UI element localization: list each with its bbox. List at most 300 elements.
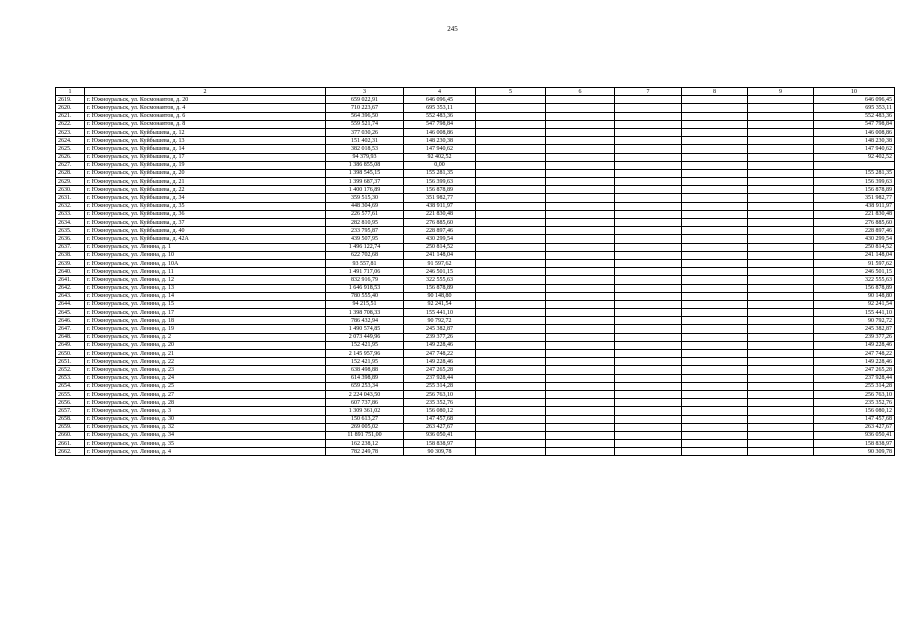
amount-col10-cell: 90 309,78 (814, 448, 895, 456)
empty-cell (682, 440, 748, 448)
amount-col4-cell: 237 928,44 (404, 374, 476, 382)
empty-cell (682, 350, 748, 358)
empty-cell (682, 243, 748, 251)
empty-cell (476, 243, 546, 251)
address-cell: г. Южноуральск, ул. Космонавтов, д. 6 (85, 112, 326, 120)
address-cell: г. Южноуральск, ул. Ленина, д. 30 (85, 415, 326, 423)
amount-col3-cell: 564 396,50 (326, 112, 404, 120)
amount-col10-cell: 146 008,86 (814, 128, 895, 136)
address-cell: г. Южноуральск, ул. Куйбышева, д. 13 (85, 137, 326, 145)
amount-col3-cell: 377 030,26 (326, 128, 404, 136)
amount-col4-cell: 239 377,26 (404, 333, 476, 341)
address-cell: г. Южноуральск, ул. Ленина, д. 12 (85, 276, 326, 284)
empty-cell (682, 415, 748, 423)
table-row (56, 423, 895, 431)
empty-cell (615, 407, 682, 415)
table-row (56, 128, 895, 136)
empty-cell (615, 309, 682, 317)
amount-col10-cell: 156 878,89 (814, 284, 895, 292)
row-number: 2622. (56, 120, 85, 128)
empty-cell (476, 145, 546, 153)
address-cell: г. Южноуральск, ул. Ленина, д. 13 (85, 284, 326, 292)
empty-cell (682, 169, 748, 177)
empty-cell (748, 210, 814, 218)
row-number: 2650. (56, 350, 85, 358)
empty-cell (546, 350, 615, 358)
empty-cell (546, 194, 615, 202)
address-cell: г. Южноуральск, ул. Ленина, д. 34 (85, 431, 326, 439)
amount-col4-cell: 148 230,38 (404, 137, 476, 145)
amount-col4-cell: 247 265,28 (404, 366, 476, 374)
empty-cell (615, 243, 682, 251)
amount-col3-cell: 382 018,53 (326, 145, 404, 153)
empty-cell (748, 358, 814, 366)
empty-cell (682, 128, 748, 136)
amount-col10-cell: 156 080,12 (814, 407, 895, 415)
empty-cell (615, 374, 682, 382)
empty-cell (476, 153, 546, 161)
empty-cell (682, 153, 748, 161)
empty-cell (682, 399, 748, 407)
empty-cell (476, 292, 546, 300)
empty-cell (615, 104, 682, 112)
empty-cell (546, 448, 615, 456)
empty-cell (615, 448, 682, 456)
amount-col4-cell: 256 763,10 (404, 390, 476, 398)
empty-cell (615, 431, 682, 439)
empty-cell (682, 268, 748, 276)
empty-cell (615, 284, 682, 292)
amount-col4-cell: 147 940,62 (404, 145, 476, 153)
empty-cell (546, 137, 615, 145)
column-header: 5 (476, 88, 546, 96)
empty-cell (476, 440, 546, 448)
empty-cell (546, 112, 615, 120)
empty-cell (476, 309, 546, 317)
address-cell: г. Южноуральск, ул. Ленина, д. 3 (85, 407, 326, 415)
empty-cell (615, 415, 682, 423)
amount-col10-cell: 147 940,62 (814, 145, 895, 153)
table-row (56, 96, 895, 104)
amount-col10-cell: 92 402,52 (814, 153, 895, 161)
row-number: 2646. (56, 317, 85, 325)
empty-cell (748, 317, 814, 325)
empty-cell (546, 317, 615, 325)
empty-cell (476, 374, 546, 382)
amount-col10-cell: 250 814,52 (814, 243, 895, 251)
amount-col10-cell: 92 241,54 (814, 300, 895, 308)
row-number: 2659. (56, 423, 85, 431)
row-number: 2628. (56, 169, 85, 177)
table-row (56, 382, 895, 390)
row-number: 2655. (56, 390, 85, 398)
row-number: 2647. (56, 325, 85, 333)
row-number: 2652. (56, 366, 85, 374)
empty-cell (476, 300, 546, 308)
empty-cell (476, 341, 546, 349)
amount-col3-cell: 359 515,30 (326, 194, 404, 202)
row-number: 2637. (56, 243, 85, 251)
amount-col10-cell: 936 050,41 (814, 431, 895, 439)
empty-cell (748, 243, 814, 251)
table-row (56, 259, 895, 267)
address-cell: г. Южноуральск, ул. Ленина, д. 2 (85, 333, 326, 341)
data-table (55, 87, 895, 456)
empty-cell (682, 284, 748, 292)
empty-cell (476, 137, 546, 145)
empty-cell (546, 96, 615, 104)
empty-cell (615, 227, 682, 235)
empty-cell (546, 292, 615, 300)
amount-col4-cell: 250 814,52 (404, 243, 476, 251)
amount-col4-cell: 255 314,28 (404, 382, 476, 390)
address-cell: г. Южноуральск, ул. Куйбышева, д. 21 (85, 178, 326, 186)
amount-col4-cell: 91 597,62 (404, 259, 476, 267)
table-row (56, 448, 895, 456)
empty-cell (546, 227, 615, 235)
empty-cell (748, 366, 814, 374)
table-row (56, 317, 895, 325)
row-number: 2640. (56, 268, 85, 276)
empty-cell (546, 145, 615, 153)
empty-cell (682, 341, 748, 349)
table-row (56, 219, 895, 227)
table-row (56, 186, 895, 194)
table-row (56, 112, 895, 120)
amount-col3-cell: 1 398 545,15 (326, 169, 404, 177)
table-row (56, 300, 895, 308)
table-row (56, 431, 895, 439)
empty-cell (748, 251, 814, 259)
empty-cell (546, 210, 615, 218)
amount-col3-cell: 2 224 043,50 (326, 390, 404, 398)
row-number: 2643. (56, 292, 85, 300)
address-cell: г. Южноуральск, ул. Ленина, д. 27 (85, 390, 326, 398)
amount-col10-cell: 155 441,10 (814, 309, 895, 317)
amount-col3-cell: 1 490 574,85 (326, 325, 404, 333)
empty-cell (748, 112, 814, 120)
amount-col3-cell: 226 577,61 (326, 210, 404, 218)
amount-col4-cell: 235 352,76 (404, 399, 476, 407)
empty-cell (682, 178, 748, 186)
empty-cell (682, 202, 748, 210)
row-number: 2620. (56, 104, 85, 112)
table-row (56, 153, 895, 161)
empty-cell (615, 292, 682, 300)
table-row (56, 161, 895, 169)
amount-col10-cell: 237 928,44 (814, 374, 895, 382)
empty-cell (615, 186, 682, 194)
amount-col4-cell: 0,00 (404, 161, 476, 169)
empty-cell (682, 317, 748, 325)
empty-cell (682, 358, 748, 366)
empty-cell (476, 178, 546, 186)
table-row (56, 358, 895, 366)
empty-cell (748, 96, 814, 104)
empty-cell (546, 202, 615, 210)
amount-col4-cell: 92 241,54 (404, 300, 476, 308)
amount-col4-cell: 90 792,72 (404, 317, 476, 325)
empty-cell (748, 227, 814, 235)
header-row (56, 88, 895, 96)
amount-col4-cell: 156 080,12 (404, 407, 476, 415)
empty-cell (748, 169, 814, 177)
row-number: 2630. (56, 186, 85, 194)
amount-col3-cell: 282 810,95 (326, 219, 404, 227)
table-row (56, 333, 895, 341)
empty-cell (615, 399, 682, 407)
amount-col10-cell: 552 483,36 (814, 112, 895, 120)
empty-cell (748, 276, 814, 284)
empty-cell (546, 374, 615, 382)
page-number: 245 (447, 25, 458, 33)
table-row (56, 210, 895, 218)
address-cell: г. Южноуральск, ул. Ленина, д. 1 (85, 243, 326, 251)
empty-cell (748, 415, 814, 423)
empty-cell (682, 96, 748, 104)
address-cell: г. Южноуральск, ул. Ленина, д. 4 (85, 448, 326, 456)
amount-col3-cell: 710 223,67 (326, 104, 404, 112)
amount-col4-cell: 246 501,15 (404, 268, 476, 276)
empty-cell (615, 194, 682, 202)
amount-col10-cell: 646 096,45 (814, 96, 895, 104)
empty-cell (682, 112, 748, 120)
empty-cell (476, 128, 546, 136)
empty-cell (476, 169, 546, 177)
empty-cell (748, 341, 814, 349)
empty-cell (682, 235, 748, 243)
empty-cell (546, 161, 615, 169)
empty-cell (748, 407, 814, 415)
row-number: 2621. (56, 112, 85, 120)
table-row (56, 235, 895, 243)
empty-cell (476, 210, 546, 218)
amount-col4-cell: 263 427,67 (404, 423, 476, 431)
empty-cell (748, 235, 814, 243)
amount-col10-cell: 241 148,04 (814, 251, 895, 259)
table-row (56, 374, 895, 382)
empty-cell (748, 194, 814, 202)
empty-cell (546, 382, 615, 390)
empty-cell (546, 128, 615, 136)
empty-cell (682, 407, 748, 415)
row-number: 2644. (56, 300, 85, 308)
row-number: 2651. (56, 358, 85, 366)
empty-cell (546, 104, 615, 112)
empty-cell (748, 186, 814, 194)
table-row (56, 202, 895, 210)
address-cell: г. Южноуральск, ул. Куйбышева, д. 12 (85, 128, 326, 136)
empty-cell (615, 382, 682, 390)
amount-col3-cell: 607 737,86 (326, 399, 404, 407)
empty-cell (682, 194, 748, 202)
amount-col10-cell: 91 597,62 (814, 259, 895, 267)
address-cell: г. Южноуральск, ул. Ленина, д. 17 (85, 309, 326, 317)
amount-col10-cell: 256 763,10 (814, 390, 895, 398)
amount-col10-cell: 430 299,54 (814, 235, 895, 243)
column-header: 7 (615, 88, 682, 96)
empty-cell (615, 235, 682, 243)
empty-cell (748, 161, 814, 169)
address-cell: г. Южноуральск, ул. Ленина, д. 21 (85, 350, 326, 358)
amount-col4-cell: 156 878,89 (404, 284, 476, 292)
amount-col3-cell: 832 916,79 (326, 276, 404, 284)
amount-col10-cell: 246 501,15 (814, 268, 895, 276)
table-row (56, 390, 895, 398)
empty-cell (748, 128, 814, 136)
empty-cell (615, 112, 682, 120)
address-cell: г. Южноуральск, ул. Куйбышева, д. 35 (85, 202, 326, 210)
table-row (56, 120, 895, 128)
empty-cell (682, 210, 748, 218)
empty-cell (476, 317, 546, 325)
empty-cell (682, 448, 748, 456)
row-number: 2629. (56, 178, 85, 186)
address-cell: г. Южноуральск, ул. Космонавтов, д. 8 (85, 120, 326, 128)
amount-col4-cell: 247 748,22 (404, 350, 476, 358)
empty-cell (615, 259, 682, 267)
amount-col10-cell: 149 228,46 (814, 341, 895, 349)
empty-cell (682, 325, 748, 333)
empty-cell (615, 390, 682, 398)
empty-cell (476, 219, 546, 227)
address-cell: г. Южноуральск, ул. Куйбышева, д. 36 (85, 210, 326, 218)
address-cell: г. Южноуральск, ул. Ленина, д. 32 (85, 423, 326, 431)
empty-cell (748, 178, 814, 186)
address-cell: г. Южноуральск, ул. Ленина, д. 15 (85, 300, 326, 308)
amount-col10-cell: 245 382,87 (814, 325, 895, 333)
amount-col10-cell: 158 838,97 (814, 440, 895, 448)
amount-col10-cell (814, 161, 895, 169)
table-row (56, 227, 895, 235)
empty-cell (748, 448, 814, 456)
amount-col10-cell: 247 748,22 (814, 350, 895, 358)
empty-cell (748, 423, 814, 431)
amount-col10-cell: 239 377,26 (814, 333, 895, 341)
amount-col10-cell: 90 148,80 (814, 292, 895, 300)
empty-cell (682, 309, 748, 317)
empty-cell (546, 276, 615, 284)
empty-cell (615, 169, 682, 177)
amount-col3-cell: 659 253,34 (326, 382, 404, 390)
empty-cell (546, 169, 615, 177)
empty-cell (682, 186, 748, 194)
empty-cell (476, 358, 546, 366)
table-row (56, 366, 895, 374)
empty-cell (615, 137, 682, 145)
amount-col10-cell: 228 897,46 (814, 227, 895, 235)
empty-cell (615, 350, 682, 358)
empty-cell (748, 325, 814, 333)
empty-cell (615, 366, 682, 374)
empty-cell (615, 219, 682, 227)
amount-col3-cell: 11 891 751,00 (326, 431, 404, 439)
empty-cell (682, 423, 748, 431)
amount-col4-cell: 221 830,48 (404, 210, 476, 218)
amount-col3-cell: 559 521,74 (326, 120, 404, 128)
amount-col10-cell: 438 911,97 (814, 202, 895, 210)
empty-cell (476, 186, 546, 194)
address-cell: г. Южноуральск, ул. Ленина, д. 28 (85, 399, 326, 407)
table-row (56, 178, 895, 186)
empty-cell (476, 96, 546, 104)
empty-cell (546, 390, 615, 398)
empty-cell (615, 161, 682, 169)
amount-col4-cell: 90 309,78 (404, 448, 476, 456)
empty-cell (476, 268, 546, 276)
table-row (56, 137, 895, 145)
row-number: 2626. (56, 153, 85, 161)
empty-cell (546, 219, 615, 227)
empty-cell (615, 358, 682, 366)
amount-col3-cell: 780 555,40 (326, 292, 404, 300)
empty-cell (476, 382, 546, 390)
amount-col4-cell: 322 555,63 (404, 276, 476, 284)
address-cell: г. Южноуральск, ул. Ленина, д. 24 (85, 374, 326, 382)
empty-cell (546, 251, 615, 259)
amount-col3-cell: 1 386 855,08 (326, 161, 404, 169)
empty-cell (748, 120, 814, 128)
empty-cell (546, 178, 615, 186)
amount-col4-cell: 936 050,41 (404, 431, 476, 439)
table-row (56, 341, 895, 349)
address-cell: г. Южноуральск, ул. Ленина, д. 11 (85, 268, 326, 276)
empty-cell (748, 333, 814, 341)
row-number: 2619. (56, 96, 85, 104)
amount-col10-cell: 695 353,11 (814, 104, 895, 112)
empty-cell (546, 284, 615, 292)
table-row (56, 169, 895, 177)
amount-col4-cell: 351 982,77 (404, 194, 476, 202)
empty-cell (476, 112, 546, 120)
amount-col10-cell: 156 878,89 (814, 186, 895, 194)
row-number: 2623. (56, 128, 85, 136)
empty-cell (682, 227, 748, 235)
amount-col4-cell: 90 148,80 (404, 292, 476, 300)
address-cell: г. Южноуральск, ул. Куйбышева, д. 34 (85, 194, 326, 202)
amount-col4-cell: 276 885,60 (404, 219, 476, 227)
empty-cell (615, 423, 682, 431)
row-number: 2658. (56, 415, 85, 423)
empty-cell (546, 120, 615, 128)
amount-col3-cell: 1 491 717,06 (326, 268, 404, 276)
amount-col10-cell: 147 457,68 (814, 415, 895, 423)
address-cell: г. Южноуральск, ул. Куйбышева, д. 14 (85, 145, 326, 153)
empty-cell (615, 268, 682, 276)
amount-col3-cell: 439 507,95 (326, 235, 404, 243)
empty-cell (615, 153, 682, 161)
amount-col3-cell: 152 421,95 (326, 358, 404, 366)
empty-cell (682, 374, 748, 382)
address-cell: г. Южноуральск, ул. Куйбышева, д. 22 (85, 186, 326, 194)
empty-cell (546, 399, 615, 407)
empty-cell (476, 235, 546, 243)
column-header: 8 (682, 88, 748, 96)
table-body (56, 96, 895, 456)
amount-col3-cell: 786 432,94 (326, 317, 404, 325)
row-number: 2641. (56, 276, 85, 284)
row-number: 2627. (56, 161, 85, 169)
empty-cell (546, 309, 615, 317)
empty-cell (476, 104, 546, 112)
amount-col4-cell: 552 483,36 (404, 112, 476, 120)
empty-cell (748, 153, 814, 161)
table-row (56, 276, 895, 284)
row-number: 2639. (56, 259, 85, 267)
table-row (56, 243, 895, 251)
table-row (56, 399, 895, 407)
empty-cell (476, 120, 546, 128)
